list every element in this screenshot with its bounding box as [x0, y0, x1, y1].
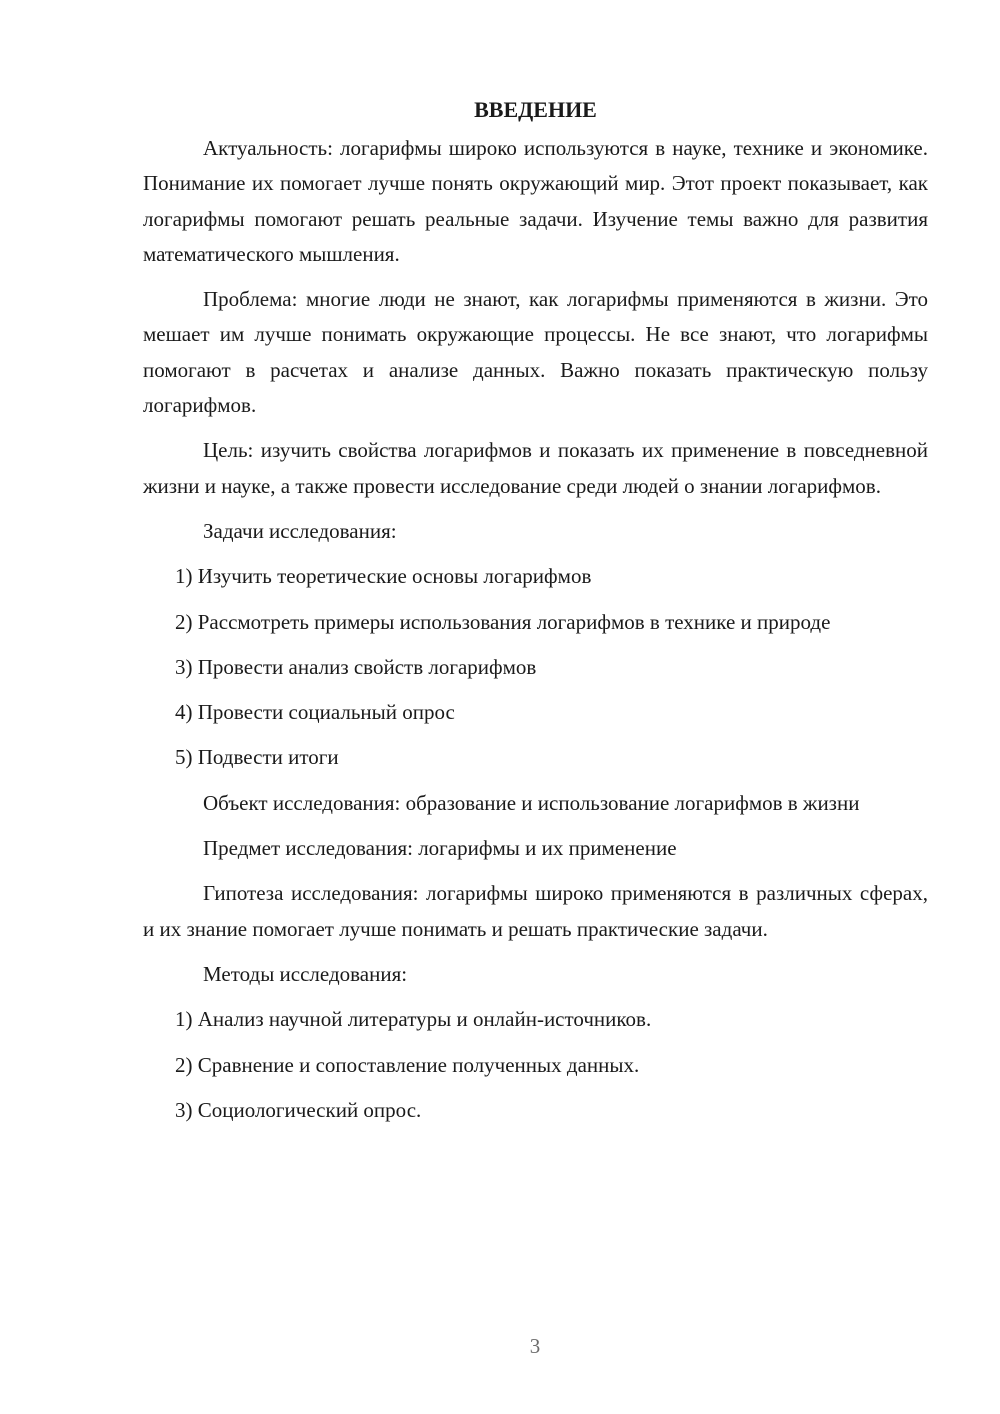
- relevance-paragraph: Актуальность: логарифмы широко используются в науке, технике и экономике. Понимание их помогает лучше понять окружающий мир. Этот проект показывает, как логарифмы помогают решать реальные задачи. Изучение темы важно для развития математического мышления.: [143, 136, 928, 266]
- task-item: 2) Рассмотреть примеры использования логарифмов в технике и природе: [175, 609, 831, 634]
- method-item: 1) Анализ научной литературы и онлайн-источников.: [175, 1007, 652, 1032]
- object-paragraph: Объект исследования: образование и использование логарифмов в жизни: [203, 790, 860, 815]
- problem-paragraph: Проблема: многие люди не знают, как логарифмы применяются в жизни. Это мешает им лучше понимать окружающие процессы. Не все знают, что логарифмы помогают в расчетах и анализе данных. Важно показать практическую пользу логарифмов.: [143, 287, 928, 418]
- methods-list: [143, 1002, 928, 1128]
- subject-paragraph: Предмет исследования: логарифмы и их применение: [203, 836, 677, 861]
- hypothesis-paragraph: Гипотеза исследования: логарифмы широко применяются в различных сферах, и их знание помогает лучше понимать и решать практические задачи.: [143, 881, 928, 941]
- tasks-title: Задачи исследования:: [203, 518, 397, 543]
- method-item: 2) Сравнение и сопоставление полученных данных.: [175, 1052, 640, 1077]
- methods-title: Методы исследования:: [203, 961, 408, 986]
- document-page: [143, 92, 928, 1138]
- method-item: 3) Социологический опрос.: [175, 1097, 422, 1122]
- page-number: 3: [529, 1334, 541, 1358]
- section-heading: ВВЕДЕНИЕ: [474, 97, 597, 122]
- tasks-list: [143, 559, 928, 775]
- task-item: 5) Подвести итоги: [175, 745, 339, 770]
- task-item: 3) Провести анализ свойств логарифмов: [175, 654, 537, 679]
- goal-paragraph: Цель: изучить свойства логарифмов и показать их применение в повседневной жизни и науке, а также провести исследование среди людей о знании логарифмов.: [143, 438, 928, 498]
- task-item: 1) Изучить теоретические основы логарифмов: [175, 564, 592, 589]
- task-item: 4) Провести социальный опрос: [175, 700, 455, 725]
